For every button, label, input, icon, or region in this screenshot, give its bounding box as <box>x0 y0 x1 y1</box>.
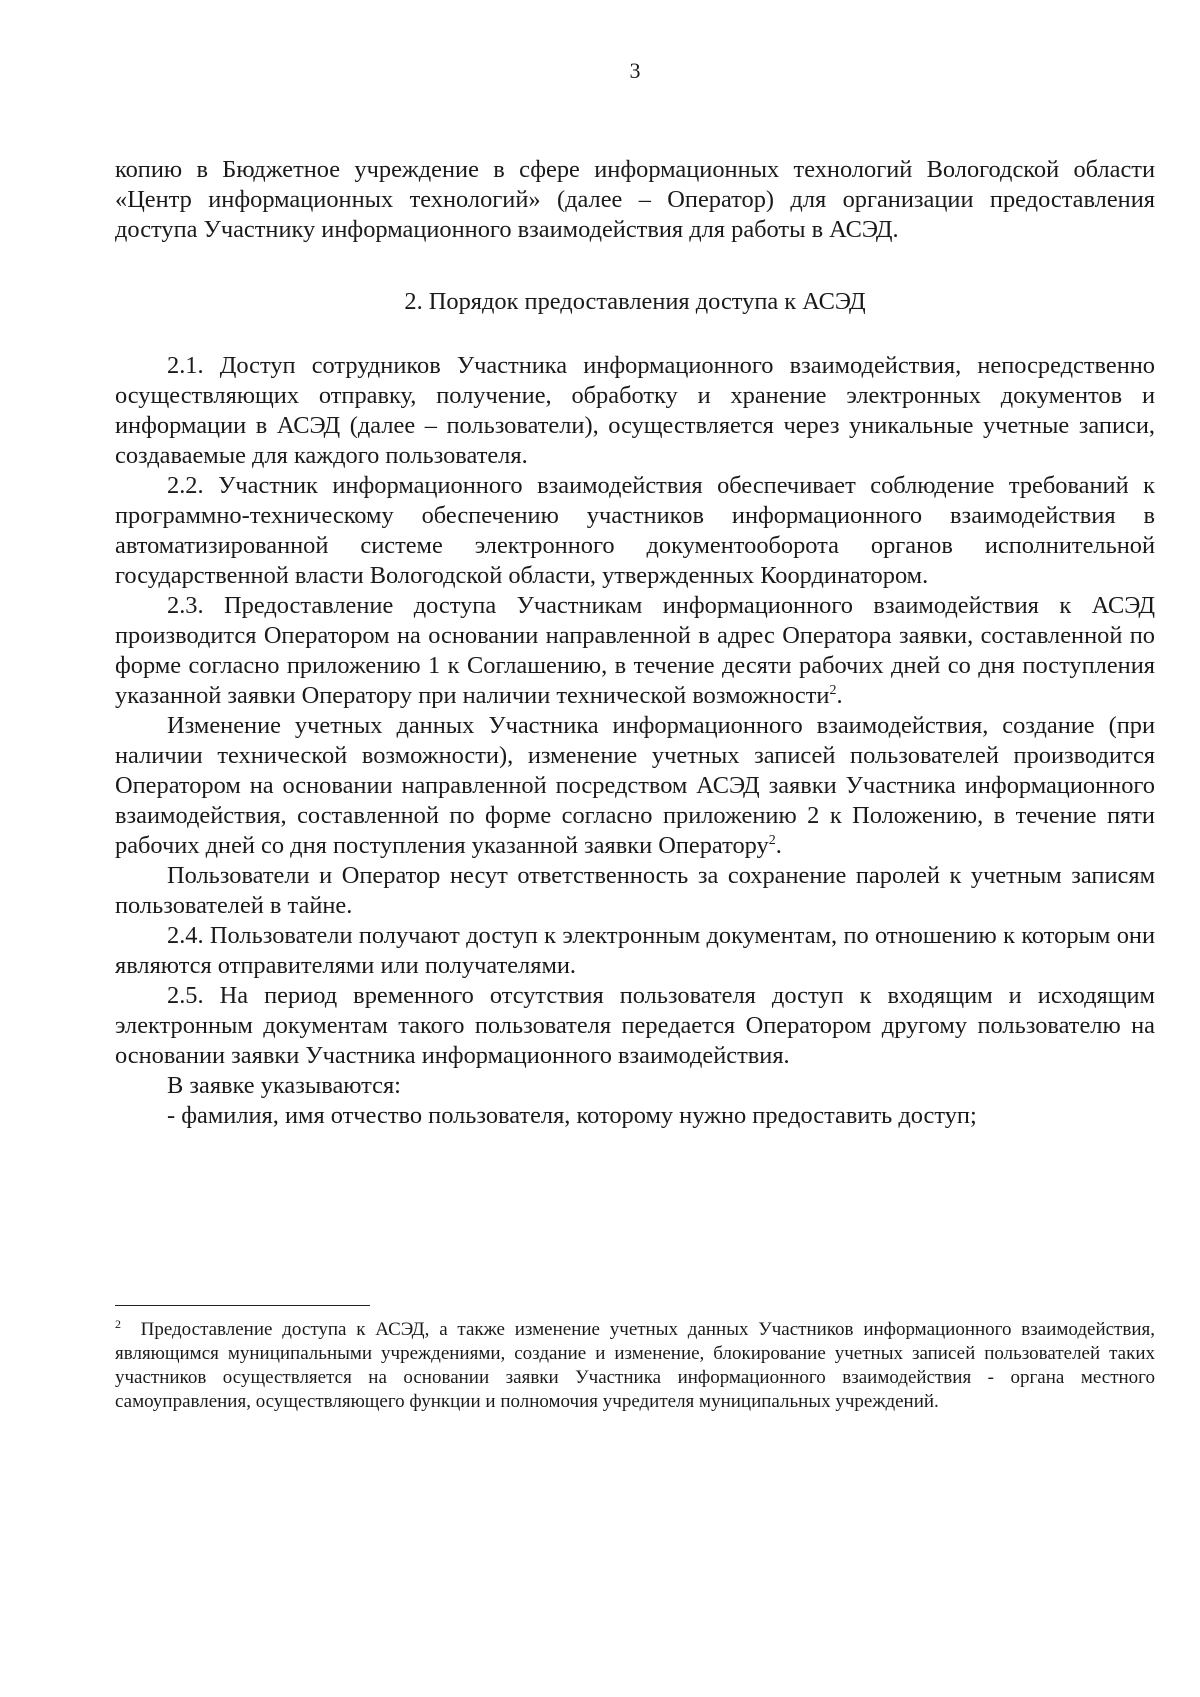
paragraph-2-3 <box>115 591 1155 711</box>
paragraph-2-4: 2.4. Пользователи получают доступ к электронным документам, по отношению к которым они являются отправителями или получателями. <box>115 922 1155 979</box>
list-item: - фамилия, имя отчество пользователя, которому нужно предоставить доступ; <box>167 1102 977 1129</box>
paragraph-2-2: 2.2. Участник информационного взаимодействия обеспечивает соблюдение требований к программно-техническому обеспечению участников информационного взаимодействия в автоматизированной системе электронного документооборота органов исполнительной государственной власти Вологодской области, утвержденных Координатором. <box>115 472 1155 589</box>
intro-paragraph: копию в Бюджетное учреждение в сфере информационных технологий Вологодской области «Центр информационных технологий» (далее – Оператор) для организации предоставления доступа Участнику информационного взаимодействия для работы в АСЭД. <box>115 156 1155 243</box>
document-body <box>115 155 1155 1131</box>
paragraph-passwords: Пользователи и Оператор несут ответственность за сохранение паролей к учетным записям пользователей в тайне. <box>115 862 1155 919</box>
paragraph-2-1: 2.1. Доступ сотрудников Участника информационного взаимодействия, непосредственно осуществляющих отправку, получение, обработку и хранение электронных документов и информации в АСЭД (далее – пользователи), осуществляется через уникальные учетные записи, создаваемые для каждого пользователя. <box>115 352 1155 469</box>
paragraph-2-3-end: . <box>836 682 843 709</box>
paragraph-account-change-end: . <box>775 832 782 859</box>
paragraph-request-intro: В заявке указываются: <box>167 1072 401 1099</box>
footnote-reference: 2 <box>829 683 837 698</box>
footnote-separator <box>115 1305 370 1306</box>
footnote-reference: 2 <box>768 833 776 848</box>
paragraph-2-3-text: 2.3. Предоставление доступа Участникам информационного взаимодействия к АСЭД производится Оператором на основании направленной в адрес Оператора заявки, составленной по форме согласно приложению 1 к Соглашению, в течение десяти рабочих дней со дня поступления указанной заявки Оператору при наличии технической возможности <box>115 592 1155 709</box>
footnote-text: Предоставление доступа к АСЭД, а также изменение учетных данных Участников информационного взаимодействия, являющимся муниципальными учреждениями, создание и изменение, блокирование учетных записей пользователей таких участников осуществляется на основании заявки Участника информационного взаимодействия - органа местного самоуправления, осуществляющего функции и полномочия учредителя муниципальных учреждений. <box>115 1319 1155 1412</box>
paragraph-2-5: 2.5. На период временного отсутствия пользователя доступ к входящим и исходящим электронным документам такого пользователя передается Оператором другому пользователю на основании заявки Участника информационного взаимодействия. <box>115 982 1155 1069</box>
paragraph-account-change-text: Изменение учетных данных Участника информационного взаимодействия, создание (при наличии технической возможности), изменение учетных записей пользователей производится Оператором на основании направленной посредством АСЭД заявки Участника информационного взаимодействия, составленной по форме согласно приложению 2 к Положению, в течение пяти рабочих дней со дня поступления указанной заявки Оператору <box>115 712 1155 859</box>
paragraph-account-change <box>115 711 1155 861</box>
page-number: 3 <box>629 58 641 83</box>
footnote <box>115 1318 1155 1414</box>
footnote-mark: 2 <box>115 1317 121 1331</box>
section-heading: 2. Порядок предоставления доступа к АСЭД <box>404 288 866 315</box>
